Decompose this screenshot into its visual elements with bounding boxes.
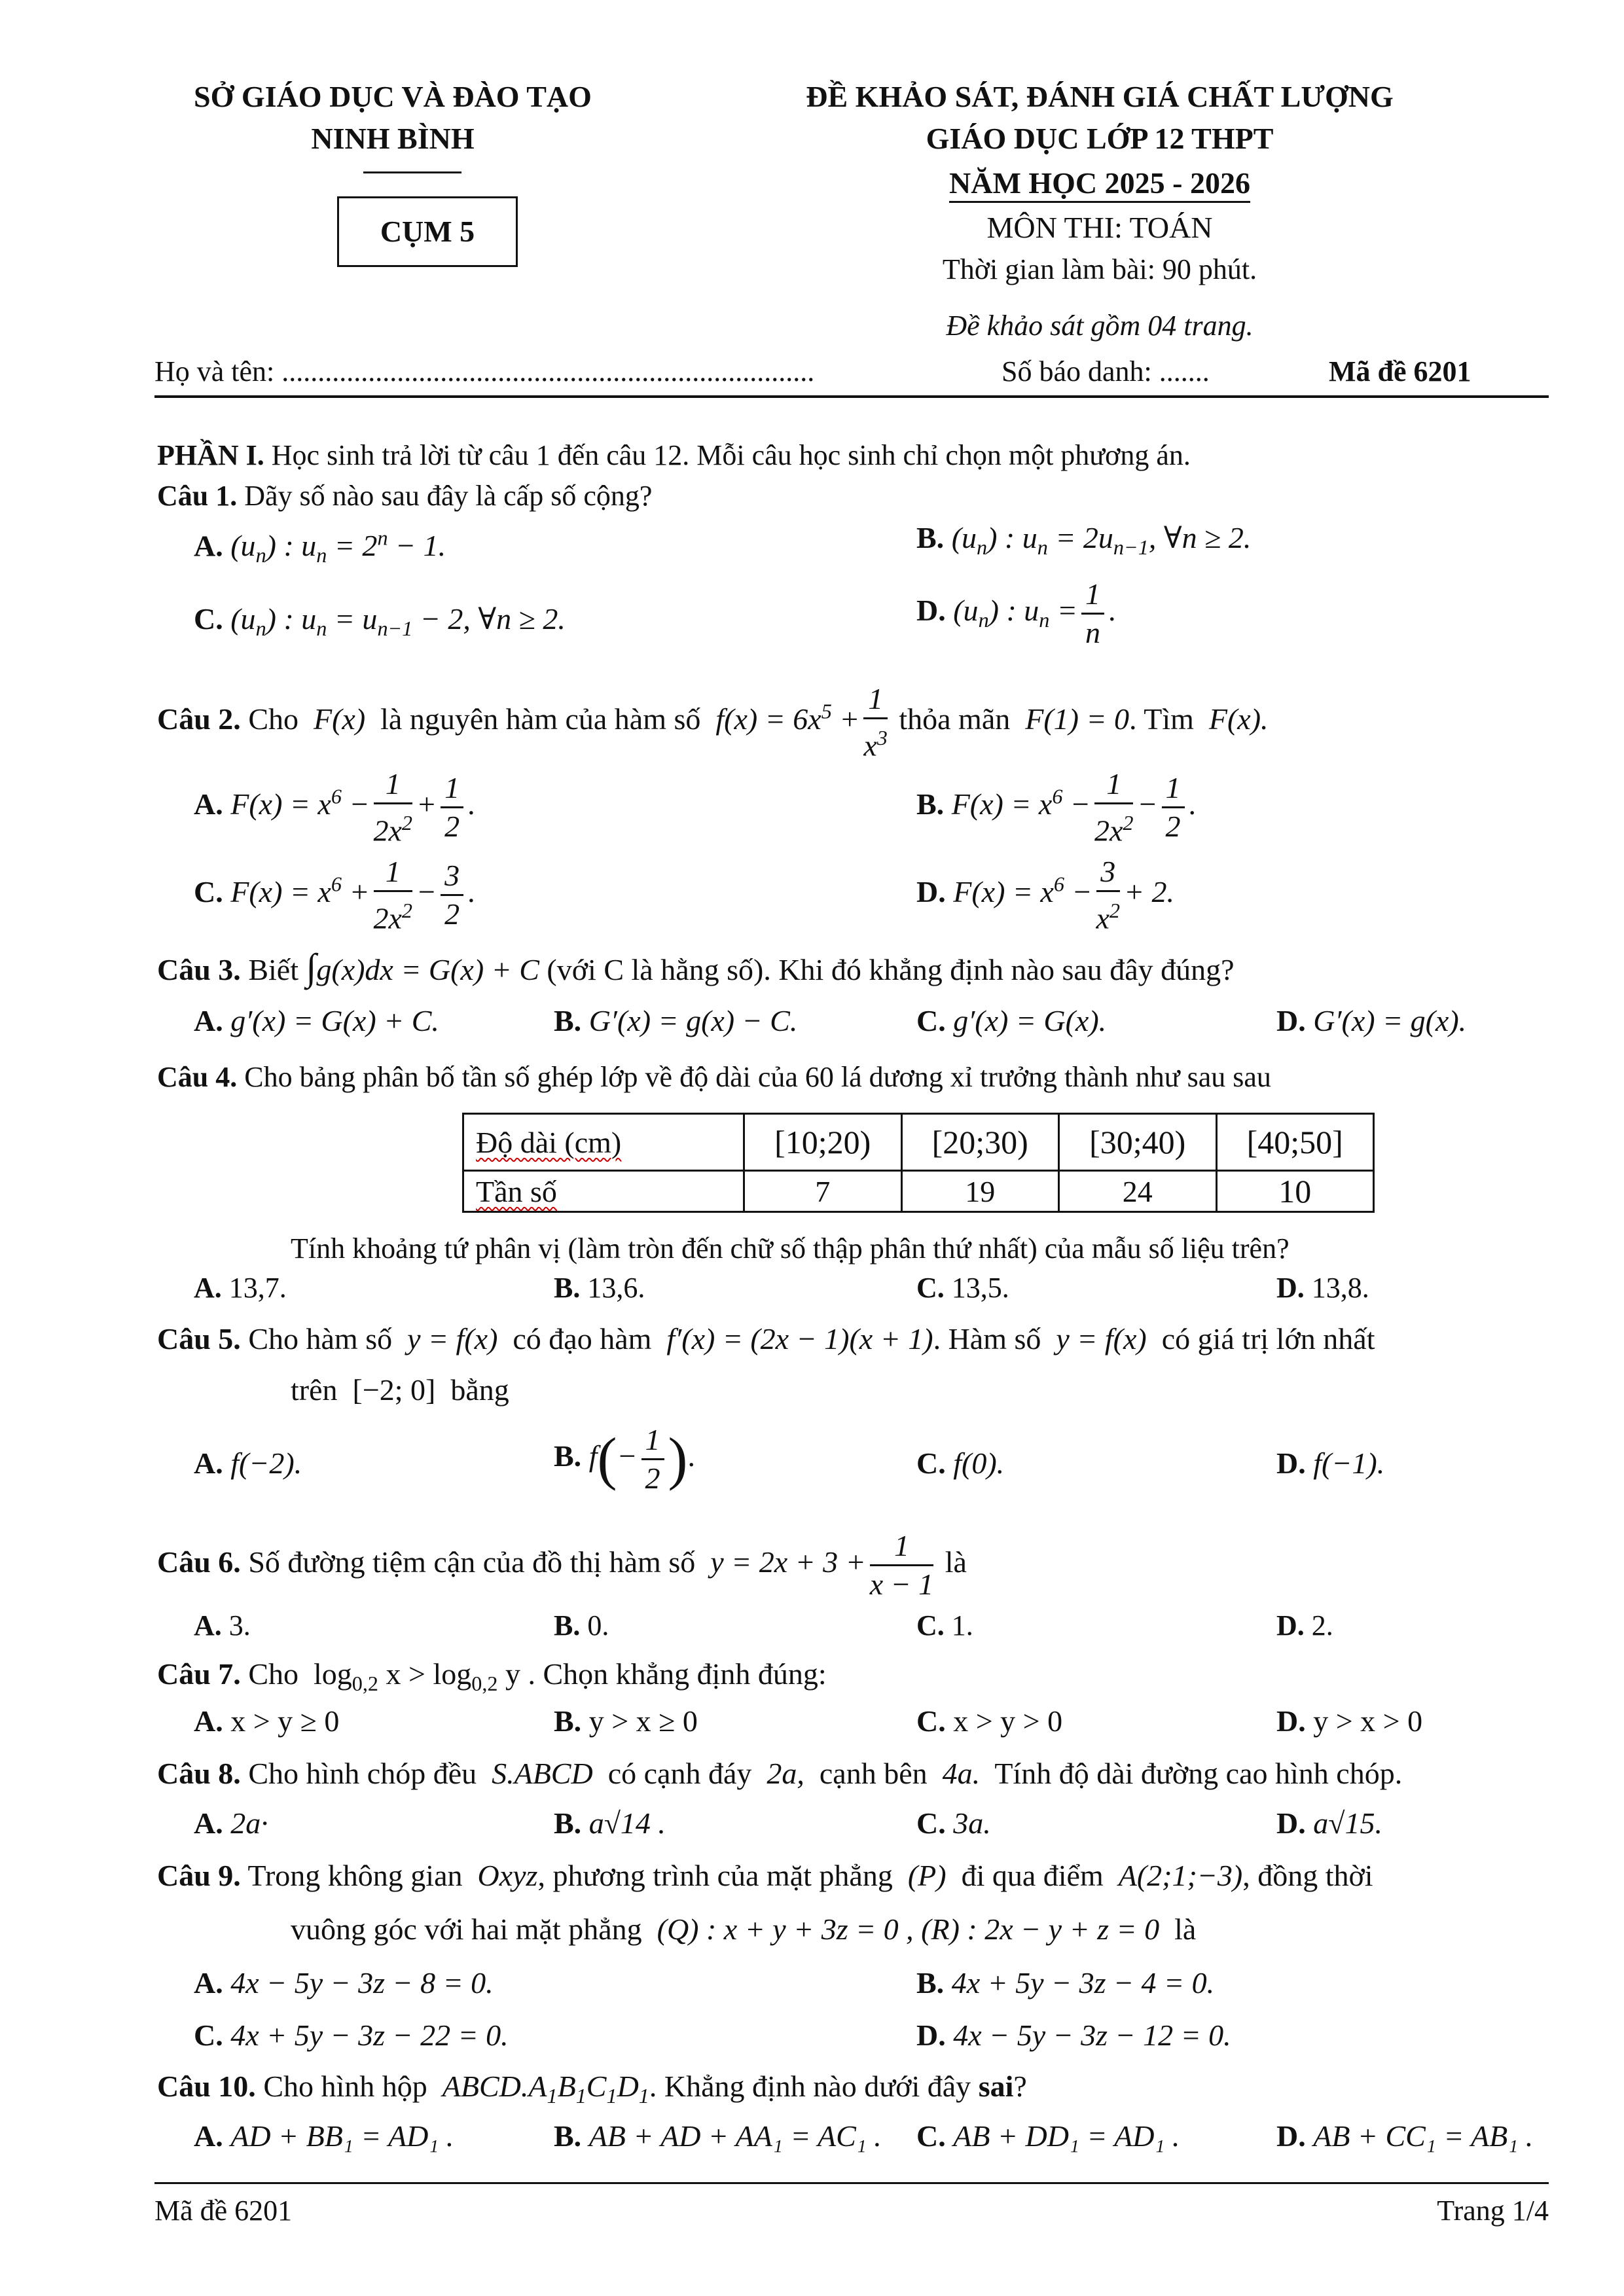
question-9-line2: vuông góc với hai mặt phẳng (Q) : x + y + 3z = 0 , (R) : 2x − y + z = 0 là [291,1912,1197,1946]
table-cell-interval: [40;50] [1216,1114,1374,1171]
q5-text-b: có đạo hàm [513,1322,652,1355]
table-cell-frequency: 10 [1216,1171,1374,1212]
q9-option-b-text: 4x + 5y − 3z − 4 = 0. [951,1966,1215,2000]
q5-text-e: trên [291,1373,338,1407]
q5-text-a: Cho hàm số [248,1322,393,1355]
q8-text-d: Tính độ dài đường cao hình chóp. [994,1757,1403,1790]
header-year-wrap [772,164,1427,203]
q8-option-a-text: 2a· [230,1806,268,1840]
header-pages-note: Đề khảo sát gồm 04 trang. [946,310,1254,342]
question-2-label: Câu 2. [157,702,241,736]
q8-option-b[interactable] [554,1804,666,1843]
q10-option-d[interactable] [1276,2117,1533,2156]
table-cell-interval: [10;20) [744,1114,902,1171]
q8-option-d[interactable] [1276,1804,1382,1843]
q5-text-f: bằng [450,1373,509,1407]
table-header-frequency-text: Tần số [476,1174,557,1208]
q3-option-b-text: G′(x) = g(x) − C. [588,1004,798,1037]
q2-text-b: là nguyên hàm của hàm số [380,702,701,736]
q4-option-b[interactable] [554,1270,645,1306]
question-4-label: Câu 4. [157,1061,238,1093]
question-9-label: Câu 9. [157,1859,241,1892]
q7-option-b[interactable] [554,1702,698,1741]
header-rule [154,395,1549,398]
q10-option-c-letter: C. [916,2119,946,2153]
q7-option-d[interactable] [1276,1702,1422,1741]
part1-heading [157,437,1551,474]
q7-option-b-letter: B. [554,1704,582,1738]
question-5: Câu 5. Cho hàm số y = f(x) có đạo hàm f′(x) = (2x − 1)(x + 1). Hàm số y = f(x) có giá trị lớn nhất [157,1322,1375,1355]
q10-option-c-text: AB + DD₁ = AD₁ . [953,2119,1180,2153]
q5-option-a-letter: A. [194,1446,223,1480]
q7-option-a-text: x > y ≥ 0 [230,1704,340,1738]
q9-option-d-letter: D. [916,2018,946,2052]
q8-option-c-letter: C. [916,1806,946,1840]
q9-option-b-letter: B. [916,1966,945,2000]
q2-option-d-letter: D. [916,875,946,909]
q10-text-bold: sai [978,2070,1014,2103]
q9-option-a-letter: A. [194,1966,223,2000]
q6-option-b-letter: B. [554,1609,581,1641]
q6-option-a[interactable] [194,1607,251,1644]
header-left-underline [363,171,461,173]
q1-option-a-letter: A. [194,529,223,563]
part1-title: PHẦN I. [157,439,264,471]
q10-option-b-letter: B. [554,2119,582,2153]
q1-option-b[interactable]: B. $(u_n)$ : $u_n = 2u_{n-1}$, ∀n ≥ 2. [916,521,1252,560]
q2-option-c-letter: C. [194,875,223,909]
q7-option-a-letter: A. [194,1704,223,1738]
q6-option-c[interactable] [916,1607,973,1644]
table-header-frequency [463,1171,744,1212]
q1-option-d[interactable]: D. $(u_n)$ : $u_n$ = $\frac{1}{n}$ . [916,577,1116,649]
q9-option-c[interactable] [194,2016,509,2055]
q5-option-c-letter: C. [916,1446,946,1480]
question-10-label: Câu 10. [157,2070,256,2103]
exam-code: Mã đề 6201 [1329,355,1471,387]
q4-option-c-text: 13,5. [951,1272,1009,1304]
q6-option-a-letter: A. [194,1609,222,1641]
footer-page: Trang 1/4 [1437,2195,1549,2227]
name-field-label: Họ và tên: .......................................................................... [154,355,815,387]
question-6: Câu 6. Số đường tiệm cận của đồ thị hàm số y = 2x + 3 + $\frac{1}{x - 1}$ là [157,1529,967,1601]
q6-option-d-text: 2. [1311,1609,1333,1641]
q1-option-c-letter: C. [194,602,223,636]
q8-option-c-text: 3a. [953,1806,991,1840]
question-7: Câu 7. Cho $\log_{0,2} x > \log_{0,2} y$ . Chọn khẳng định đúng: [157,1657,827,1696]
header-year: NĂM HỌC 2025 - 2026 [949,166,1250,203]
question-5-label: Câu 5. [157,1322,241,1355]
question-2: Câu 2. Cho F(x) là nguyên hàm của hàm số $f(x) = 6x^5$ + $\frac{1}{x^3}$ thỏa mãn F(1) = 0. Tìm F(x). [157,682,1269,762]
q5-option-c[interactable] [916,1444,1004,1483]
q7-option-c-text: x > y > 0 [953,1704,1063,1738]
q4-option-a[interactable] [194,1270,287,1306]
question-8: Câu 8. Cho hình chóp đều S.ABCD có cạnh đáy 2a, cạnh bên 4a. Tính độ dài đường cao hình chóp. [157,1757,1403,1790]
q5-option-a[interactable] [194,1444,302,1483]
header-right-line1: ĐỀ KHẢO SÁT, ĐÁNH GIÁ CHẤT LƯỢNG [806,80,1394,113]
q9-text-b: , phương trình của mặt phẳng [537,1859,893,1892]
question-1 [157,478,1551,514]
footer-rule [154,2182,1549,2184]
header-left-line1: SỞ GIÁO DỤC VÀ ĐÀO TẠO [194,80,592,113]
q5-option-d-letter: D. [1276,1446,1306,1480]
q2-text-a: Cho [248,702,298,736]
q1-option-a[interactable]: A. $(u_n)$ : $u_n = 2^n - 1$. [194,526,446,567]
q5-text-c: . Hàm số [933,1322,1041,1355]
q9-option-d[interactable] [916,2016,1231,2055]
q10-option-d-letter: D. [1276,2119,1306,2153]
q2-option-d[interactable]: D. $F(x) = x^6$ − $\frac{3}{x^2}$ + 2. [916,855,1175,935]
q8-text-a: Cho hình chóp đều [248,1757,477,1790]
table-row [463,1114,1374,1171]
footer-code: Mã đề 6201 [154,2195,293,2227]
q6-option-b-text: 0. [587,1609,609,1641]
q5-text-d: có giá trị lớn nhất [1161,1322,1375,1355]
question-8-label: Câu 8. [157,1757,241,1790]
q9-option-c-text: 4x + 5y − 3z − 22 = 0. [230,2018,509,2052]
q3-option-a-text: g′(x) = G(x) + C. [230,1004,439,1037]
q8-option-b-text: a√14 . [588,1806,666,1840]
header-time: Thời gian làm bài: 90 phút. [942,253,1257,285]
q10-text-b: . Khẳng định nào dưới đây [649,2070,971,2103]
q4-option-d-text: 13,8. [1311,1272,1369,1304]
q6-option-a-text: 3. [228,1609,251,1641]
table-header-length [463,1114,744,1171]
question-4-subtext: Tính khoảng tứ phân vị (làm tròn đến chữ số thập phân thứ nhất) của mẫu số liệu trên? [291,1232,1290,1265]
cluster-box: CỤM 5 [337,196,518,267]
q9-text-a: Trong không gian [247,1859,463,1892]
q10-option-a[interactable] [194,2117,454,2156]
q3-text-a: Biết [248,953,298,986]
q10-option-a-letter: A. [194,2119,223,2153]
question-5-line2: trên [−2; 0] bằng [291,1373,509,1407]
q6-option-c-text: 1. [951,1609,973,1641]
q5-option-a-text: f(−2). [230,1446,302,1480]
table-cell-interval: [30;40) [1059,1114,1217,1171]
q7-option-c[interactable] [916,1702,1062,1741]
q7-option-d-text: y > x > 0 [1313,1704,1423,1738]
question-10: Câu 10. Cho hình hộp $ABCD.A_1B_1C_1D_1$. Khẳng định nào dưới đây sai? [157,2070,1027,2108]
q4-option-a-text: 13,7. [228,1272,287,1304]
q6-option-d-letter: D. [1276,1609,1305,1641]
header-right-line2: GIÁO DỤC LỚP 12 THPT [926,122,1274,155]
table-header-length-text: Độ dài (cm) [476,1125,622,1159]
q7-text-b: . Chọn khẳng định đúng: [528,1657,827,1691]
q5-option-d-text: f(−1). [1313,1446,1385,1480]
question-1-label: Câu 1. [157,480,238,512]
q6-option-b[interactable] [554,1607,609,1644]
q8-text-b: có cạnh đáy [607,1757,752,1790]
question-9: Câu 9. Trong không gian Oxyz, phương trình của mặt phẳng (P) đi qua điểm A(2;1;−3), đồng thời [157,1859,1373,1892]
question-1-text: Dãy số nào sau đây là cấp số cộng? [244,480,653,512]
table-row [463,1171,1374,1212]
q7-text-a: Cho [248,1657,298,1691]
q8-option-d-letter: D. [1276,1806,1306,1840]
q8-option-c[interactable] [916,1804,991,1843]
q2-option-a[interactable]: A. $F(x) = x^6$ − $\frac{1}{2x^2}$ + $\frac{1}{2}$ . [194,767,475,848]
q2-text-c: thỏa mãn [899,702,1011,736]
q7-option-b-text: y > x ≥ 0 [588,1704,698,1738]
q3-text-b: (với C là hằng số). Khi đó khẳng định nào sau đây đúng? [547,953,1235,986]
q6-text-a: Số đường tiệm cận của đồ thị hàm số [248,1545,696,1579]
q8-option-b-letter: B. [554,1806,582,1840]
q3-option-b-letter: B. [554,1004,582,1037]
question-7-label: Câu 7. [157,1657,241,1691]
table-cell-frequency: 19 [901,1171,1059,1212]
part1-instruction: Học sinh trả lời từ câu 1 đến câu 12. Mỗi câu học sinh chỉ chọn một phương án. [271,439,1191,471]
table-cell-frequency: 24 [1059,1171,1217,1212]
header-left-line2: NINH BÌNH [311,122,475,155]
q3-option-c[interactable] [916,1001,1106,1041]
table-cell-interval: [20;30) [901,1114,1059,1171]
q9-option-c-letter: C. [194,2018,223,2052]
q3-option-a[interactable] [194,1001,439,1041]
q4-option-a-letter: A. [194,1272,222,1304]
q5-option-b-letter: B. [554,1439,582,1473]
q7-option-c-letter: C. [916,1704,946,1738]
q1-option-d-letter: D. [916,594,946,628]
q3-option-c-text: g′(x) = G(x). [953,1004,1107,1037]
q3-option-d[interactable] [1276,1001,1466,1041]
sbd-field-label: Số báo danh: ....... [1001,355,1210,387]
question-4 [157,1059,1564,1096]
q8-text-c: cạnh bên [819,1757,928,1790]
q2-option-b[interactable]: B. $F(x) = x^6$ − $\frac{1}{2x^2}$ − $\frac{1}{2}$ . [916,767,1197,848]
q6-option-d[interactable] [1276,1607,1333,1644]
q2-option-c[interactable]: C. $F(x) = x^6$ + $\frac{1}{2x^2}$ − $\frac{3}{2}$ . [194,855,475,935]
q9-option-d-text: 4x − 5y − 3z − 12 = 0. [953,2018,1231,2052]
q9-option-a-text: 4x − 5y − 3z − 8 = 0. [230,1966,494,2000]
q9-text-c: đi qua điểm [961,1859,1104,1892]
q7-option-d-letter: D. [1276,1704,1306,1738]
q4-option-d-letter: D. [1276,1272,1305,1304]
q4-option-b-letter: B. [554,1272,581,1304]
question-6-label: Câu 6. [157,1545,241,1579]
q10-option-c[interactable] [916,2117,1180,2156]
q9-text-d: , đồng thời [1242,1859,1373,1892]
q2-option-b-letter: B. [916,787,945,821]
q10-option-a-text: AD + BB₁ = AD₁ . [230,2119,454,2153]
q9-text-f: là [1174,1912,1197,1946]
header-subject: MÔN THI: TOÁN [986,211,1213,244]
q9-option-b[interactable] [916,1964,1214,2003]
q1-option-b-letter: B. [916,521,945,554]
q4-option-b-text: 13,6. [587,1272,645,1304]
q4-option-c[interactable] [916,1270,1009,1306]
q1-option-c[interactable]: C. $(u_n)$ : $u_n = u_{n-1} - 2$, ∀n ≥ 2. [194,602,566,641]
q6-option-c-letter: C. [916,1609,945,1641]
q8-option-a[interactable] [194,1804,268,1843]
q5-option-b[interactable]: B. f(− $\frac{1}{2}$ ). [554,1423,695,1495]
q10-text-a: Cho hình hộp [263,2070,427,2103]
q3-option-b[interactable] [554,1001,797,1041]
q3-option-d-letter: D. [1276,1004,1306,1037]
q3-option-d-text: G′(x) = g(x). [1313,1004,1467,1037]
question-3-label: Câu 3. [157,953,241,986]
q9-text-e: vuông góc với hai mặt phẳng [291,1912,642,1946]
q10-option-b[interactable] [554,2117,882,2156]
q4-option-c-letter: C. [916,1272,945,1304]
table-cell-frequency: 7 [744,1171,902,1212]
q7-option-a[interactable] [194,1702,339,1741]
q10-option-b-text: AB + AD + AA₁ = AC₁ . [588,2119,882,2153]
question-3: Câu 3. Biết ∫g(x)dx = G(x) + C (với C là hằng số). Khi đó khẳng định nào sau đây đúng? [157,946,1235,988]
q2-text-d: . Tìm [1129,702,1194,736]
q8-option-a-letter: A. [194,1806,223,1840]
q3-option-c-letter: C. [916,1004,946,1037]
q6-text-b: là [945,1545,967,1579]
q8-option-d-text: a√15. [1313,1806,1382,1840]
q9-option-a[interactable] [194,1964,494,2003]
frequency-table [462,1113,1375,1213]
question-4-text: Cho bảng phân bố tần số ghép lớp về độ dài của 60 lá dương xỉ trưởng thành như sau sau [244,1061,1271,1093]
q2-option-a-letter: A. [194,787,223,821]
q3-option-a-letter: A. [194,1004,223,1037]
q10-option-d-text: AB + CC₁ = AB₁ . [1313,2119,1534,2153]
q5-option-d[interactable] [1276,1444,1384,1483]
q4-option-d[interactable] [1276,1270,1369,1306]
q5-option-c-text: f(0). [953,1446,1005,1480]
